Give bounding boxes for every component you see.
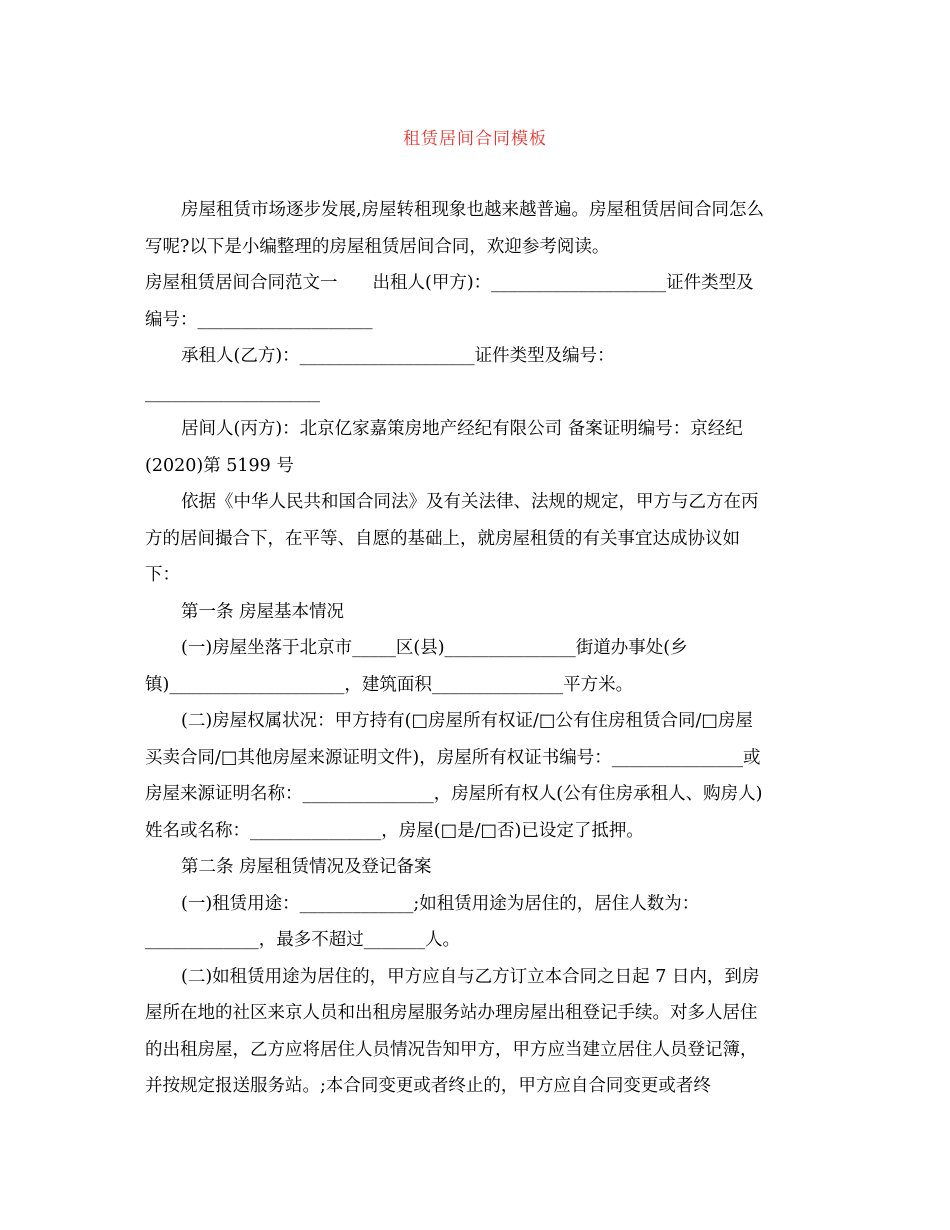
text-line: 买卖合同/□其他房屋来源证明文件)，房屋所有权证书编号：_______________或 xyxy=(145,747,761,768)
text-line: (二)房屋权属状况：甲方持有(□房屋所有权证/□公有住房租赁合同/□房屋 xyxy=(181,711,753,731)
text-line: 屋所在地的社区来京人员和出租房屋服务站办理房屋出租登记手续。对多人居住 xyxy=(145,1003,758,1023)
text-line: 姓名或名称：_______________，房屋(□是/□否)已设定了抵押。 xyxy=(145,820,644,841)
text-line: 第一条 房屋基本情况 xyxy=(181,601,345,622)
text-line: 第二条 房屋租赁情况及登记备案 xyxy=(181,857,432,877)
text-line: 下： xyxy=(145,565,180,585)
text-line: 写呢?以下是小编整理的房屋租赁居间合同，欢迎参考阅读。 xyxy=(145,236,610,257)
text-line: (一)租赁用途：_____________;如租赁用途为居住的，居住人数为： xyxy=(181,893,700,914)
document-title: 租赁居间合同模板 xyxy=(403,129,547,149)
text-line: _____________，最多不超过_______人。 xyxy=(145,930,460,950)
text-line: 房屋租赁居间合同范文一 出租人(甲方)：____________________证件类型及 xyxy=(145,273,754,293)
text-line: 并按规定报送服务站。;本合同变更或者终止的，甲方应自合同变更或者终 xyxy=(145,1076,711,1096)
text-line: (二)如租赁用途为居住的，甲方应自与乙方订立本合同之日起 7 日内，到房 xyxy=(181,966,760,987)
text-line: 房屋来源证明名称：_______________，房屋所有权人(公有住房承租人、购房人) xyxy=(145,784,763,804)
text-line: 的出租房屋，乙方应将居住人员情况告知甲方，甲方应当建立居住人员登记簿， xyxy=(145,1039,758,1060)
text-line: 方的居间撮合下，在平等、自愿的基础上，就房屋租赁的有关事宜达成协议如 xyxy=(145,528,740,549)
text-line: 编号：____________________ xyxy=(145,309,373,330)
document-body xyxy=(145,192,810,1105)
text-line: (2020)第 5199 号 xyxy=(145,455,294,476)
text-line: 镇)____________________，建筑面积_______________平方米。 xyxy=(145,674,634,695)
text-line: (一)房屋坐落于北京市_____区(县)_______________街道办事处(乡 xyxy=(181,638,688,658)
text-line: 承租人(乙方)：____________________证件类型及编号： xyxy=(181,346,615,366)
text-line: 房屋租赁市场逐步发展,房屋转租现象也越来越普遍。房屋租赁居间合同怎么 xyxy=(181,200,765,220)
text-line: 依据《中华人民共和国合同法》及有关法律、法规的规定，甲方与乙方在丙 xyxy=(181,492,759,512)
text-line: ____________________ xyxy=(145,382,320,403)
text-line: 居间人(丙方)：北京亿家嘉策房地产经纪有限公司 备案证明编号：京经纪 xyxy=(181,419,743,439)
